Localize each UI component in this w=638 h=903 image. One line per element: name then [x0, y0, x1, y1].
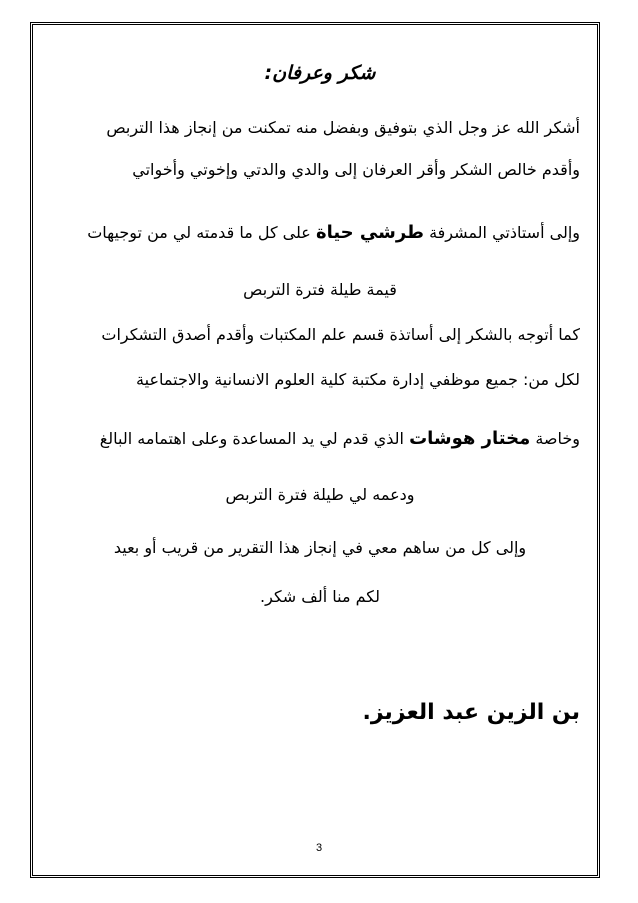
text-line-9: وإلى كل من ساهم معي في إنجاز هذا التقرير من قريب أو بعيد: [113, 538, 527, 557]
text-line-7-start: وخاصة: [535, 429, 580, 448]
text-line-5: كما أتوجه بالشكر إلى أساتذة قسم علم المكتبات وأقدم أصدق التشكرات: [101, 325, 580, 344]
text-line-7: [60, 428, 580, 449]
text-line-6: لكل من: جميع موظفي إدارة مكتبة كلية العلوم الانسانية والاجتماعية: [136, 370, 580, 389]
page-number: 3: [315, 842, 323, 854]
text-line-7-end: الذي قدم لي يد المساعدة وعلى اهتمامه البالغ: [99, 429, 404, 448]
text-line-8: ودعمه لي طيلة فترة التربص: [225, 485, 415, 504]
text-line-3: [60, 222, 580, 243]
text-line-4: قيمة طيلة فترة التربص: [243, 280, 397, 299]
text-line-3-start: وإلى أستاذتي المشرفة: [429, 223, 580, 242]
text-line-2: وأقدم خالص الشكر وأقر العرفان إلى والدي والدتي وإخوتي وأخواتي: [132, 160, 580, 179]
page-border: [30, 22, 600, 878]
supervisor-name: طرشي حياة: [315, 222, 424, 243]
text-line-3-end: على كل ما قدمته لي من توجيهات: [87, 223, 311, 242]
text-line-10: لكم منا ألف شكر.: [260, 587, 380, 606]
signature: بن الزين عبد العزيز.: [362, 700, 580, 725]
page-title: شكر وعرفان:: [264, 62, 376, 84]
text-line-1: أشكر الله عز وجل الذي بتوفيق وبفضل منه تمكنت من إنجاز هذا التربص: [106, 118, 580, 137]
staff-name: مختار هوشات: [409, 428, 531, 449]
